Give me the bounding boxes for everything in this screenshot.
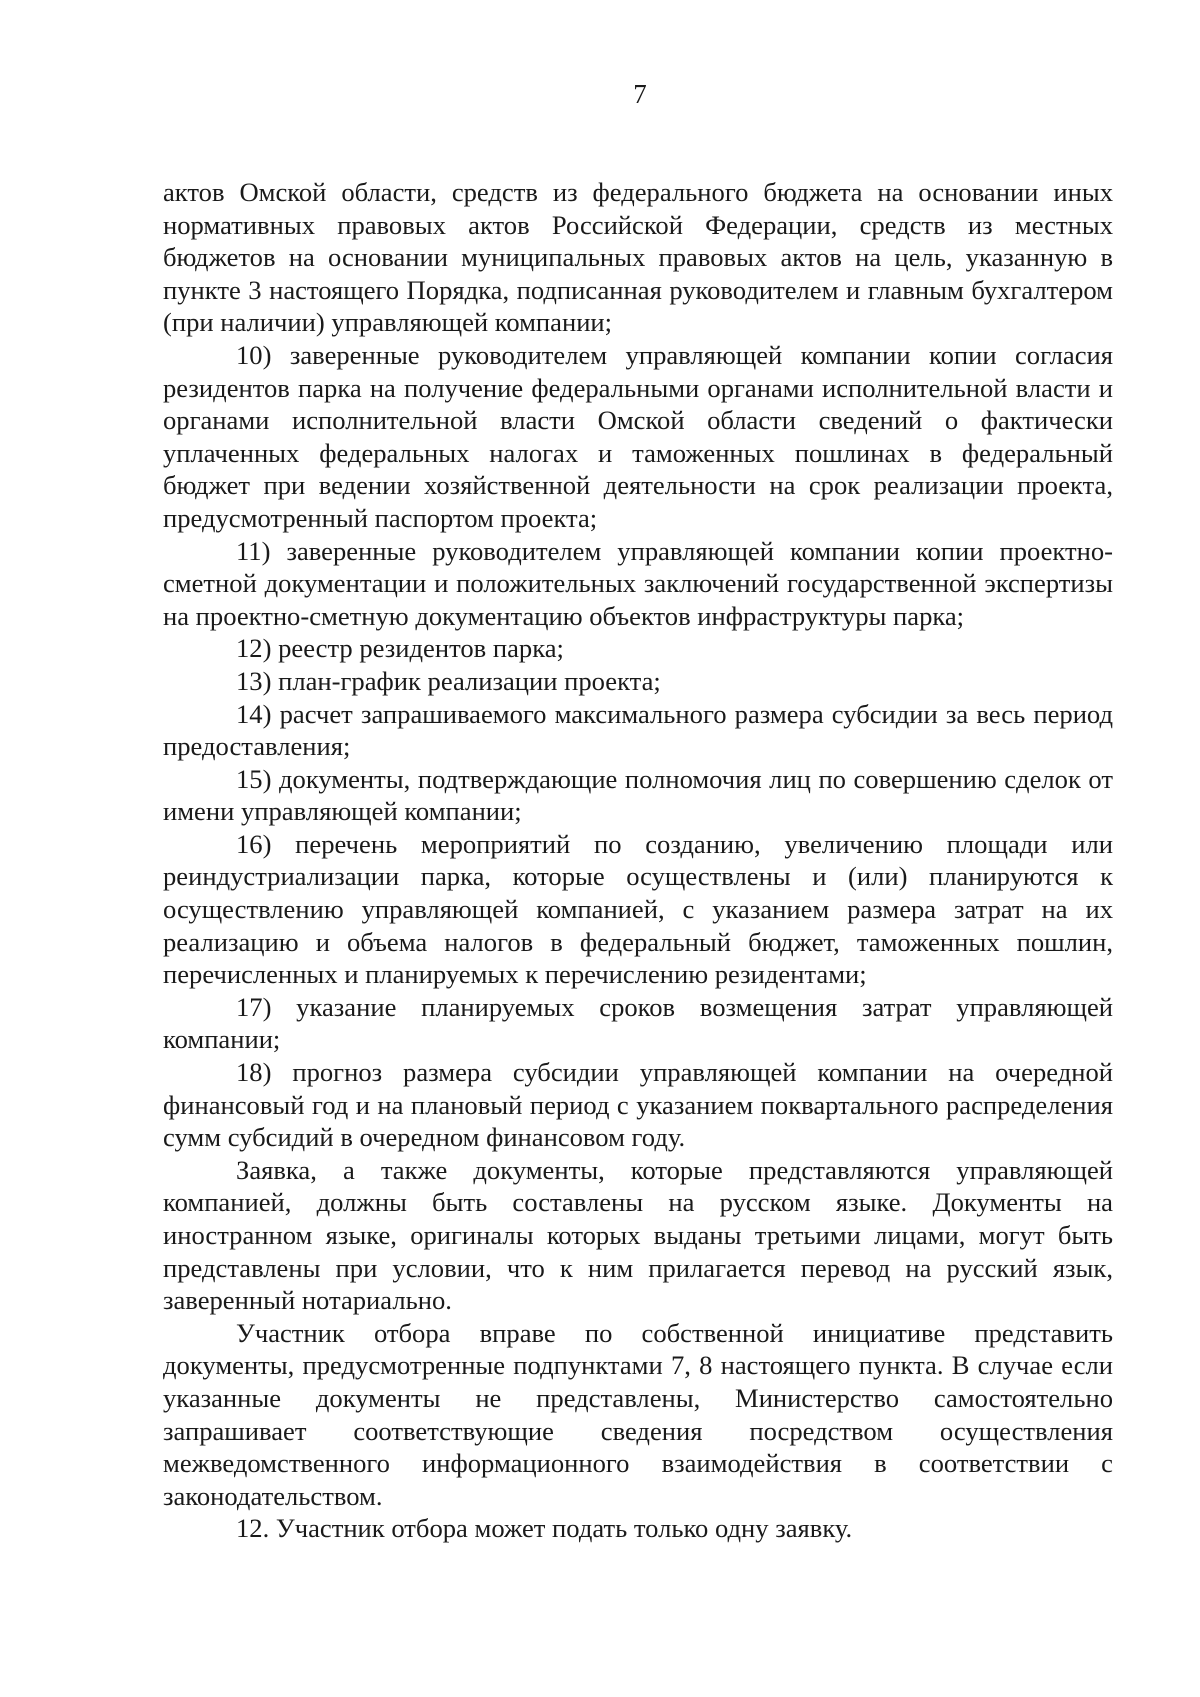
- paragraph-language-requirements: Заявка, а также документы, которые представляются управляющей компанией, должны быть составлены на русском языке. Документы на иностранном языке, оригиналы которых выданы третьими лицами, могут быть представлены при условии, что к ним прилагается перевод на русский язык, заверенный нотариально.: [163, 1154, 1113, 1316]
- paragraph-continuation: актов Омской области, средств из федерального бюджета на основании иных нормативных правовых актов Российской Федерации, средств из местных бюджетов на основании муниципальных правовых актов на цель, указанную в пункте 3 настоящего Порядка, подписанная руководителем и главным бухгалтером (при наличии) управляющей компании;: [163, 177, 1113, 338]
- paragraph-item-10: 10) заверенные руководителем управляющей компании копии согласия резидентов парка на получение федеральными органами исполнительной власти и органами исполнительной власти Омской области сведений о фактически уплаченных федеральных налогах и таможенных пошлинах в федеральный бюджет при ведении хозяйственной деятельности на срок реализации проекта, предусмотренный паспортом проекта;: [163, 339, 1113, 533]
- document-body: [163, 176, 1113, 1545]
- paragraph-clause-12: 12. Участник отбора может подать только одну заявку.: [236, 1513, 853, 1544]
- paragraph-own-initiative: Участник отбора вправе по собственной инициативе представить документы, предусмотренные подпунктами 7, 8 настоящего пункта. В случае если указанные документы не представлены, Министерство самостоятельно запрашивает соответствующие сведения посредством осуществления межведомственного информационного взаимодействия в соответствии с законодательством.: [163, 1317, 1113, 1511]
- paragraph-item-15: 15) документы, подтверждающие полномочия лиц по совершению сделок от имени управляющей компании;: [163, 763, 1113, 827]
- paragraph-item-11: 11) заверенные руководителем управляющей компании копии проектно-сметной документации и положительных заключений государственной экспертизы на проектно-сметную документацию объектов инфраструктуры парка;: [163, 535, 1113, 631]
- paragraph-item-18: 18) прогноз размера субсидии управляющей компании на очередной финансовый год и на плановый период с указанием поквартального распределения сумм субсидий в очередном финансовом году.: [163, 1057, 1113, 1153]
- page-number: 7: [633, 79, 647, 109]
- paragraph-item-12: 12) реестр резидентов парка;: [236, 633, 564, 664]
- paragraph-item-16: 16) перечень мероприятий по созданию, увеличению площади или реиндустриализации парка, которые осуществлены и (или) планируются к осуществлению управляющей компанией, с указанием размера затрат на их реализацию и объема налогов в федеральный бюджет, таможенных пошлин, перечисленных и планируемых к перечислению резидентами;: [163, 828, 1113, 990]
- paragraph-item-17: 17) указание планируемых сроков возмещения затрат управляющей компании;: [163, 991, 1113, 1055]
- paragraph-item-13: 13) план-график реализации проекта;: [236, 665, 661, 696]
- paragraph-item-14: 14) расчет запрашиваемого максимального размера субсидии за весь период предоставления;: [163, 698, 1113, 762]
